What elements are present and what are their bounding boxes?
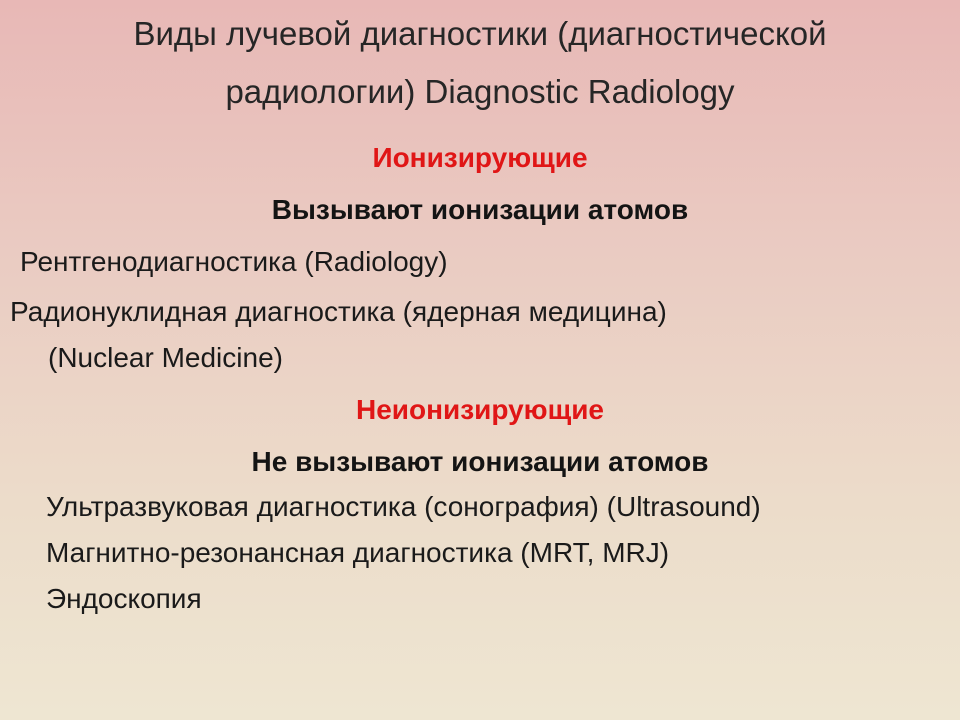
slide-title-line-2: радиологии) Diagnostic Radiology <box>225 73 735 110</box>
ionizing-heading: Ионизирующие <box>372 142 588 173</box>
ionizing-item-nuclear-en: (Nuclear Medicine) <box>48 342 283 373</box>
slide-title-line-1: Виды лучевой диагностики (диагностической <box>133 15 827 52</box>
non-ionizing-item-endoscopy: Эндоскопия <box>46 583 202 614</box>
non-ionizing-item-mri: Магнитно-резонансная диагностика (MRT, MRJ) <box>46 537 670 568</box>
ionizing-item-radiology: Рентгенодиагностика (Radiology) <box>20 246 448 277</box>
non-ionizing-heading: Неионизирующие <box>356 394 604 425</box>
non-ionizing-item-ultrasound: Ультразвуковая диагностика (сонография) (Ultrasound) <box>46 491 761 522</box>
ionizing-item-nuclear: Радионуклидная диагностика (ядерная медицина) <box>10 296 667 327</box>
ionizing-subheading: Вызывают ионизации атомов <box>271 194 689 225</box>
non-ionizing-subheading: Не вызывают ионизации атомов <box>251 446 709 477</box>
